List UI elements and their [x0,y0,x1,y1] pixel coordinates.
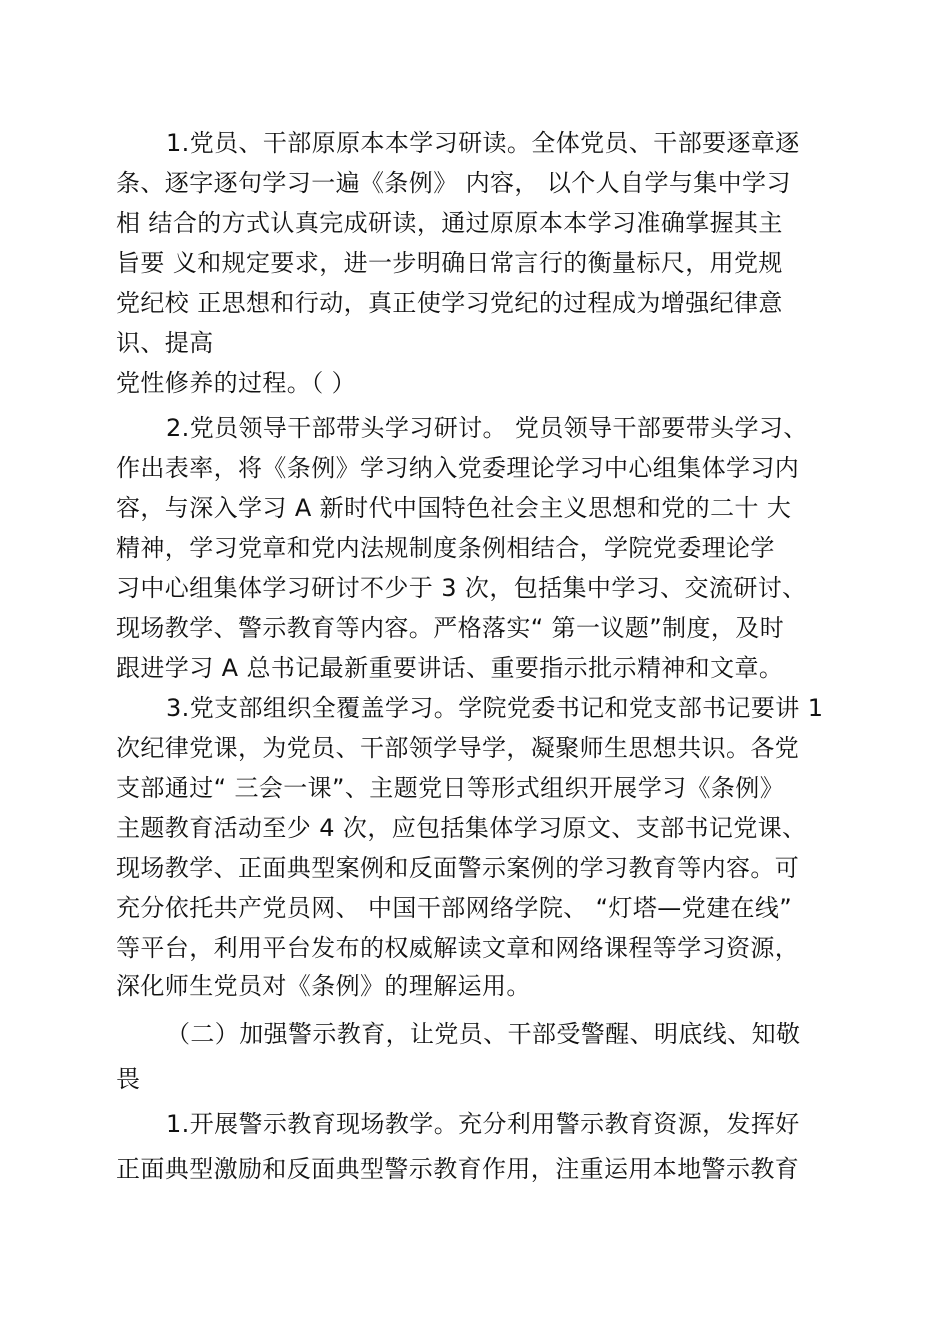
paragraph-3-line-5: 现场教学、正面典型案例和反面警示案例的学习教育等内容。可 [116,854,800,882]
section-heading-line-2: 畏 [116,1065,141,1093]
paragraph-3-line-2: 次纪律党课，为党员、干部领学导学，凝聚师生思想共识。各党 [116,734,800,762]
paragraph-1-line-7: 党性修养的过程。（ ） [116,369,357,397]
paragraph-3-line-1: 3.党支部组织全覆盖学习。学院党委书记和党支部书记要讲 1 [166,694,824,722]
paragraph-1-line-1: 1.党员、干部原原本本学习研读。全体党员、干部要逐章逐 [166,129,800,157]
paragraph-4-line-2: 正面典型激励和反面典型警示教育作用，注重运用本地警示教育 [116,1155,800,1183]
paragraph-3-line-8: 深化师生党员对《条例》的理解运用。 [116,972,531,1000]
paragraph-2-line-1: 2.党员领导干部带头学习研讨。 党员领导干部要带头学习、 [166,414,808,442]
paragraph-2-line-5: 习中心组集体学习研讨不少于 3 次，包括集中学习、交流研讨、 [116,574,807,602]
paragraph-1-line-2: 条、逐字逐句学习一遍《条例》 内容， 以个人自学与集中学习 [116,169,791,197]
paragraph-3-line-7: 等平台，利用平台发布的权威解读文章和网络课程等学习资源， [116,934,800,962]
paragraph-3-line-4: 主题教育活动至少 4 次，应包括集体学习原文、支部书记党课、 [116,814,807,842]
paragraph-1-line-4: 旨要 义和规定要求，进一步明确日常言行的衡量标尺，用党规 [116,249,783,277]
paragraph-2-line-6: 现场教学、警示教育等内容。严格落实“ 第一议题”制度，及时 [116,614,785,642]
paragraph-2-line-7: 跟进学习 A 总书记最新重要讲话、重要指示批示精神和文章。 [116,654,784,682]
paragraph-1-line-3: 相 结合的方式认真完成研读，通过原原本本学习准确掌握其主 [116,209,783,237]
paragraph-2-line-3: 容，与深入学习 A 新时代中国特色社会主义思想和党的二十 大 [116,494,792,522]
paragraph-4-line-1: 1.开展警示教育现场教学。充分利用警示教育资源，发挥好 [166,1110,800,1138]
paragraph-2-line-4: 精神，学习党章和党内法规制度条例相结合，学院党委理论学 [116,534,775,562]
paragraph-3-line-3: 支部通过“ 三会一课”、主题党日等形式组织开展学习《条例》 [116,774,785,802]
paragraph-2-line-2: 作出表率，将《条例》学习纳入党委理论学习中心组集体学习内 [116,454,800,482]
section-heading-line-1: （二）加强警示教育，让党员、干部受警醒、明底线、知敬 [166,1020,801,1048]
paragraph-3-line-6: 充分依托共产党员网、 中国干部网络学院、 “灯塔—党建在线” [116,894,793,922]
paragraph-1-line-5: 党纪校 正思想和行动，真正使学习党纪的过程成为增强纪律意 [116,289,783,317]
paragraph-1-line-6: 识、提高 [116,329,214,357]
